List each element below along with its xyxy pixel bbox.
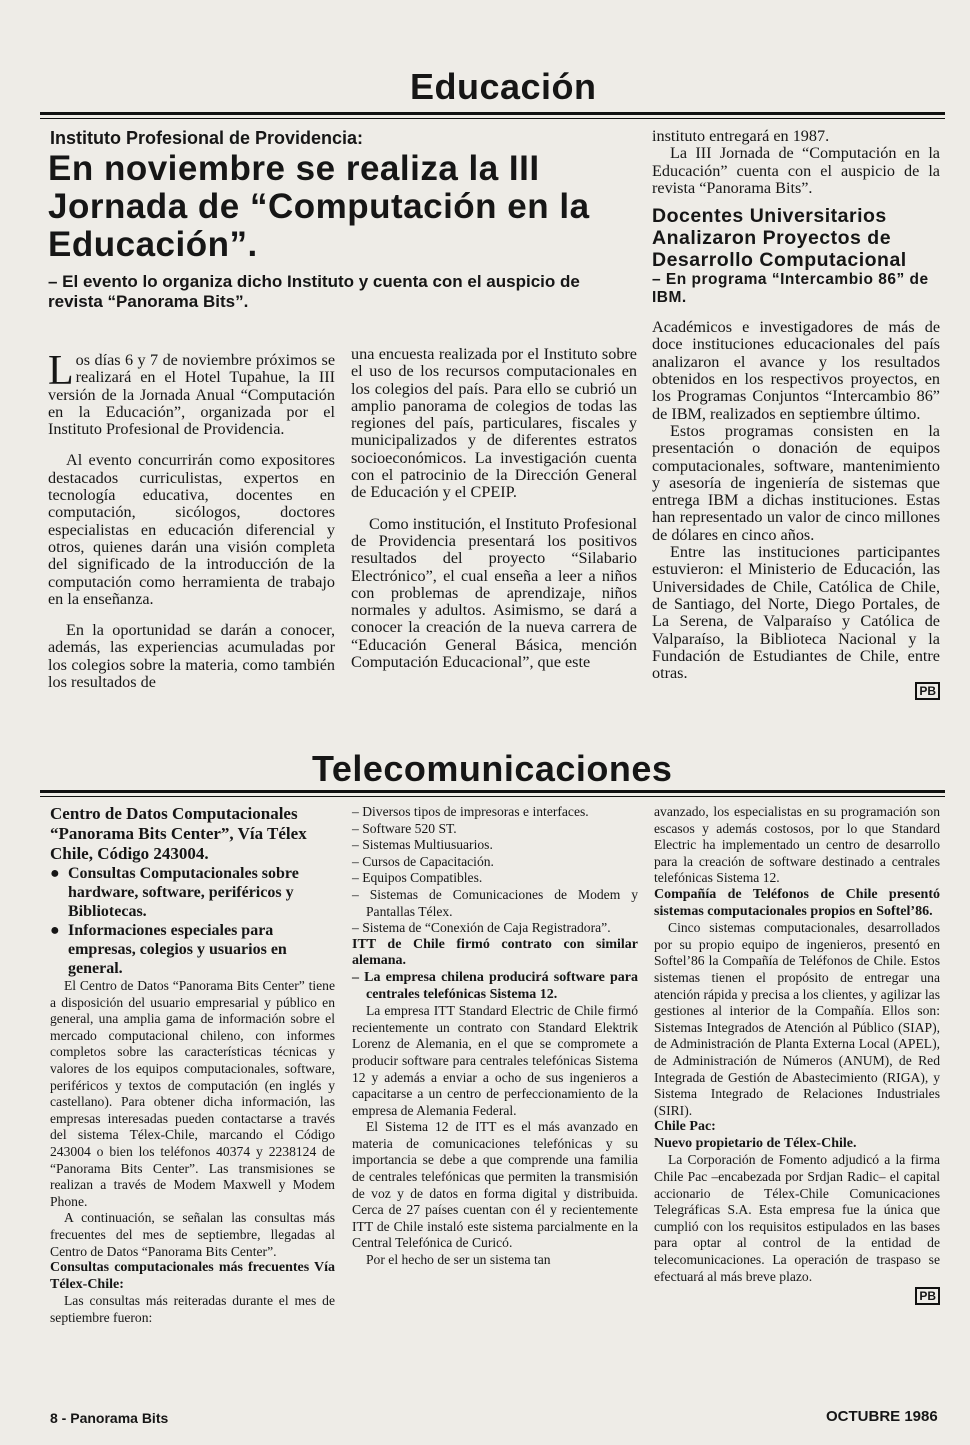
telecom-col2-para-3: Por el hecho de ser un sistema tan	[366, 1252, 551, 1268]
education-column-1	[48, 348, 335, 692]
telecom-col2-para-1: La empresa ITT Standard Electric de Chile firmó recientemente un contrato con Standard Elektrik Lorenz de Alemania, en el que se compromete a producir software para centrales telefónicas Sistema 12 y además a enviar a ocho de sus ingenieros a capacitarse a un centro de perfeccionamiento de la empresa de Alemania Federal.	[352, 1003, 638, 1118]
pb-mark-education: PB	[915, 682, 940, 700]
edu-col1-para-1: Los días 6 y 7 de noviembre próximos se realizará en el Hotel Tupahue, la III versión de la Jornada Anual “Computación en la Educación”, organizada por el Instituto Profesional de Providencia.	[48, 348, 335, 439]
section-rule-educacion-thin	[40, 118, 945, 119]
list-item: – Software 520 ST.	[352, 820, 457, 836]
consultas-list	[352, 804, 638, 937]
edu-col3-intro-1: instituto entregará en 1987.	[652, 127, 830, 145]
education-column-3	[652, 128, 940, 700]
telecom-chilepac-heading-a: Chile Pac:	[654, 1119, 716, 1135]
edu-col1-para-2: Al evento concurrirán como expositores destacados curriculistas, expertos en tecnología educativa, docentes en computación, sicólogos, doctores especialistas en educación diferencial y otros, quienes darán una visión completa del significado de la introducción de la computación como herramienta de trabajo en la enseñanza.	[48, 451, 335, 608]
headline-docentes: Docentes Universitarios Analizaron Proyectos de Desarrollo Computacional	[652, 205, 907, 272]
telecom-heading-center: Centro de Datos Computacionales “Panorama Bits Center”, Vía Télex Chile, Código 243004.	[50, 804, 307, 863]
subhead-docentes: – En programa “Intercambio 86” de IBM.	[652, 271, 929, 307]
pb-mark-telecom: PB	[915, 1287, 940, 1305]
telecom-ctc-heading: Compañía de Teléfonos de Chile presentó sistemas computacionales propios en Softel’86.	[654, 886, 940, 919]
telecom-bullet-1: ● Consultas Computacionales sobre hardware, software, periféricos y Bibliotecas.	[50, 865, 299, 920]
telecom-col1-para-1: El Centro de Datos “Panorama Bits Center” tiene a disposición del usuario empresarial y público en general, una amplia gama de información sobre el mercado computacional chileno, con informes completos sobre las características técnicas y valores de los equipos computacionales, software, periféricos y textos de computación (en inglés y castellano). Para obtener dicha información, las empresas interesadas pueden contactarse a través del sistema Télex-Chile, marcando el Código 243004 o bien los teléfonos 40374 y 2238124 de “Panorama Bits Center”. Las transmisiones se realizan a través de Modem Maxwell y Modem Phone.	[50, 978, 335, 1209]
list-item: – Sistemas Multiusuarios.	[352, 837, 493, 853]
telecom-bullet-2: ● Informaciones especiales para empresas, colegios y usuarios en general.	[50, 922, 287, 977]
subhead-education: – El evento lo organiza dicho Instituto y cuenta con el auspicio de revista “Panorama Bits”.	[48, 272, 580, 311]
telecom-col1-para-2: A continuación, se señalan las consultas más frecuentes del mes de septiembre, llegadas al Centro de Datos “Panorama Bits Center”.	[50, 1210, 335, 1259]
headline-education: En noviembre se realiza la III Jornada de “Computación en la Educación”.	[48, 149, 590, 264]
footer-page-label: 8 - Panorama Bits	[50, 1410, 169, 1426]
dropcap-L: L	[48, 348, 74, 394]
list-item: – Sistemas de Comunicaciones de Modem y Pantallas Télex.	[352, 886, 638, 919]
kicker-education: Instituto Profesional de Providencia:	[50, 128, 364, 148]
edu-col1-para-3: En la oportunidad se darán a conocer, además, las experiencias acumuladas por los colegios sobre la materia, como también los resultados de	[48, 621, 335, 692]
section-rule-educacion	[40, 112, 945, 115]
education-column-2	[351, 346, 637, 671]
list-item: – Cursos de Capacitación.	[352, 853, 494, 869]
bullet-dot-icon: ●	[50, 865, 60, 882]
telecom-col2-para-2: El Sistema 12 de ITT es el más avanzado en materia de comunicaciones telefónicas y su importancia se debe a que comprende una familia de centrales telefónicas que permiten la transmisión de voz y de datos en forma digital y distribuida. Cerca de 27 países cuentan con él y recientemente ITT de Chile instaló este sistema parcialmente en la Central Telefónica de Curicó.	[352, 1119, 638, 1251]
section-rule-telecom-thin	[40, 796, 945, 797]
list-item: – Diversos tipos de impresoras e interfaces.	[352, 804, 589, 819]
edu-col3-para-3: Entre las instituciones participantes estuvieron: el Ministerio de Educación, las Universidades de Chile, Católica de Chile, de Santiago, del Norte, Diego Portales, de La Serena, de Valparaíso y Católica de Valparaíso, la Biblioteca Nacional y la Fundación de Estudiantes de Chile, entre otras.	[652, 543, 940, 683]
telecom-col1-tail: Las consultas más reiteradas durante el mes de septiembre fueron:	[50, 1293, 335, 1325]
edu-col2-para-1: una encuesta realizada por el Instituto sobre el uso de los recursos computacionales en los colegios del país. Para ello se cubrió un amplio panorama de colegios de todas las regiones del país, particulares, fiscales y municipalizados y de diferentes estratos socioeconómicos. La investigación cuenta con el patrocinio de la Dirección General de Educación y el CPEIP.	[351, 345, 637, 502]
telecom-chilepac-heading-b: Nuevo propietario de Télex-Chile.	[654, 1135, 857, 1151]
edu-col3-para-1: Académicos e investigadores de más de doce instituciones educacionales del país analizaron el avance y los resultados obtenidos en los respectivos proyectos, en los Programas Conjuntos “Intercambio 86” de IBM, realizados en septiembre último.	[652, 318, 940, 423]
telecom-col3-para-1: Cinco sistemas computacionales, desarrollados por su propio equipo de ingenieros, presentó en Softel’86 la Compañía de Teléfonos de Chile. Estos sistemas tienen el propósito de entregar una atención rápida y precisa a los clientes, y agilizar las gestiones al interior de la Compañía. Ellos son: Sistemas Integrados de Atención al Público (SIAP), de Administración de Planta Externa Local (APEL), de Administración de Números (ANUM), de Red Integrada de Gestión de Abastecimiento (RIGA), y Sistema Integrado de Relaciones Industriales (SIRI).	[654, 920, 940, 1118]
telecom-col1-subheading: Consultas computacionales más frecuentes Vía Télex-Chile:	[50, 1260, 335, 1292]
telecom-column-2	[352, 804, 638, 1269]
telecom-column-1	[50, 804, 335, 1326]
section-rule-telecom	[40, 790, 945, 793]
telecom-itt-heading: ITT de Chile firmó contrato con similar alemana.	[352, 936, 638, 969]
footer-date: OCTUBRE 1986	[826, 1408, 938, 1425]
section-title-educacion: Educación	[410, 66, 597, 107]
edu-col2-para-2: Como institución, el Instituto Profesional de Providencia presentará los positivos resultados del proyecto “Silabario Electrónico”, el cual enseña a leer a niños con problemas de aprendizaje, niños normales y adultos. Asimismo, se dará a conocer la creación de la nueva carrera de “Educación General Básica, mención Computación Educacional”, que este	[351, 514, 637, 672]
edu-col3-para-2: Estos programas consisten en la presentación o donación de equipos computacionales, software, mantenimiento y asesoría de ingeniería de sistemas que entrega IBM a dichas instituciones. Estas han representado un valor de cinco millones de dólares en cinco años.	[652, 421, 940, 544]
section-title-telecom: Telecomunicaciones	[312, 748, 673, 789]
list-item: – Equipos Compatibles.	[352, 870, 483, 886]
edu-col3-intro-2: La III Jornada de “Computación en la Educación” cuenta con el auspicio de la revista “Panorama Bits”.	[652, 144, 940, 197]
telecom-itt-subheading: – La empresa chilena producirá software para centrales telefónicas Sistema 12.	[352, 969, 638, 1002]
telecom-col3-intro: avanzado, los especialistas en su programación son escasos y además costosos, por lo que Standard Electric ha implementado un centro de desarrollo para la creación de software destinado a centrales telefónicas Sistema 12.	[654, 804, 940, 886]
list-item: – Sistema de “Conexión de Caja Registradora”.	[352, 920, 611, 936]
telecom-col3-para-2: La Corporación de Fomento adjudicó a la firma Chile Pac –encabezada por Srdjan Radic– el capital accionario de Télex-Chile Comunicaciones Telegráficas S.A. Esta empresa fue la única que cumplió con los requisitos estipulados en las bases para optar al control de la entidad de telecomunicaciones. La operación de traspaso se efectuará al más breve plazo.	[654, 1152, 940, 1284]
telecom-column-3	[654, 804, 940, 1305]
bullet-dot-icon: ●	[50, 922, 60, 939]
